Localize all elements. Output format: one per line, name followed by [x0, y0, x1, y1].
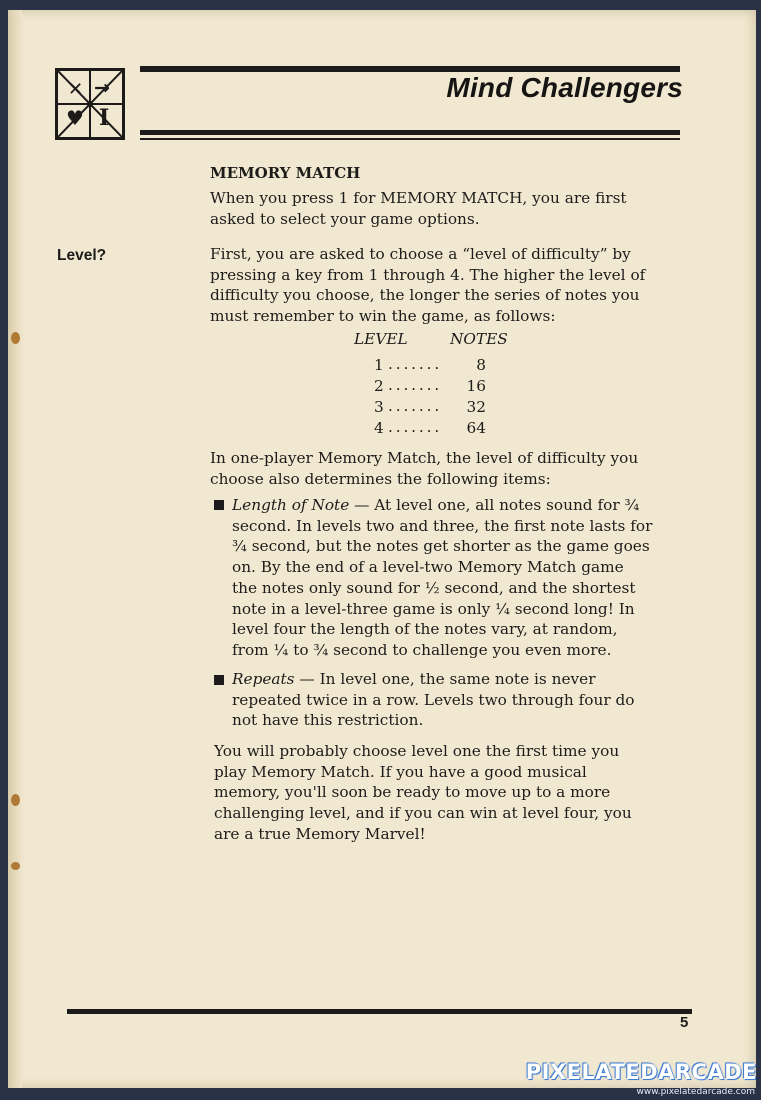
level-paragraph [210, 244, 645, 327]
watermark-url: www.pixelatedarcade.com [636, 1087, 755, 1097]
side-label-level: Level? [57, 247, 107, 264]
text-line: second. In levels two and three, the first note lasts for [232, 516, 653, 535]
page-number: 5 [680, 1014, 689, 1031]
text-line: ¾ second, but the notes get shorter as the game goes [232, 537, 650, 556]
logo-symbol-arrow: → [94, 77, 110, 99]
text-line: are a true Memory Marvel! [214, 824, 426, 843]
binding-hole [11, 332, 20, 344]
leader-dots: . . . . . . . [388, 397, 439, 415]
bullet-first-line: — At level one, all notes sound for ¾ [354, 496, 640, 514]
table-header-notes: NOTES [450, 330, 508, 348]
bullet-first-line: — In level one, the same note is never [299, 670, 596, 688]
text-line: on. By the end of a level-two Memory Match game [232, 558, 624, 577]
table-row [374, 377, 504, 397]
text-line: choose also determines the following items: [210, 469, 551, 488]
intro-paragraph [210, 188, 627, 229]
leader-dots: . . . . . . . [388, 418, 439, 436]
mind-challengers-logo [55, 68, 125, 140]
section-heading: MEMORY MATCH [210, 164, 361, 182]
bullet-square-icon [214, 675, 224, 685]
one-player-paragraph [210, 448, 638, 489]
footer-rule [67, 1009, 692, 1014]
notes-value: 8 [476, 356, 486, 374]
watermark-brand: PIXELATEDARCADE [525, 1060, 757, 1084]
leader-dots: . . . . . . . [388, 355, 439, 373]
page-title: Mind Challengers [446, 72, 683, 103]
level-value: 1 [374, 356, 384, 374]
text-line: must remember to win the game, as follows: [210, 307, 556, 326]
bullet-length-of-note [232, 495, 652, 661]
level-value: 3 [374, 398, 384, 416]
text-line: repeated twice in a row. Levels two through four do [232, 690, 635, 709]
text-line: You will probably choose level one the first time you [214, 742, 620, 760]
notes-value: 32 [466, 398, 486, 416]
table-header-level: LEVEL [354, 330, 408, 348]
logo-symbol-x: ✕ [68, 79, 84, 100]
text-line: not have this restriction. [232, 711, 424, 730]
binding-hole [11, 862, 20, 870]
text-line: pressing a key from 1 through 4. The higher the level of [210, 265, 646, 284]
table-row [374, 356, 504, 376]
level-value: 2 [374, 377, 384, 395]
closing-paragraph [214, 741, 632, 845]
binding-hole [11, 794, 20, 806]
bullet-square-icon [214, 500, 224, 510]
bullet-term: Repeats [232, 670, 295, 688]
text-line: difficulty you choose, the longer the series of notes you [210, 286, 640, 305]
text-line: memory, you'll soon be ready to move up to a more [214, 783, 611, 802]
logo-symbol-bar: I [99, 105, 110, 131]
text-line: challenging level, and if you can win at level four, you [214, 804, 632, 823]
header-rule-bottom [140, 130, 680, 135]
notes-value: 64 [466, 419, 486, 437]
text-line: from ¼ to ¾ second to challenge you even more. [232, 640, 612, 659]
table-row [374, 419, 504, 439]
page-binding-fold [8, 10, 22, 1088]
header-rule-bottom-thin [140, 138, 680, 140]
level-value: 4 [374, 419, 384, 437]
text-line: When you press 1 for MEMORY MATCH, you are first [210, 189, 627, 207]
leader-dots: . . . . . . . [388, 376, 439, 394]
text-line: note in a level-three game is only ¼ second long! In [232, 599, 635, 618]
text-line: In one-player Memory Match, the level of difficulty you [210, 449, 639, 467]
text-line [232, 495, 652, 516]
text-line: asked to select your game options. [210, 209, 480, 228]
bullet-term: Length of Note [232, 496, 350, 514]
text-line: play Memory Match. If you have a good musical [214, 762, 587, 781]
text-line: First, you are asked to choose a “level of difficulty” by [210, 245, 631, 263]
notes-value: 16 [466, 377, 486, 395]
bullet-repeats [232, 669, 635, 731]
logo-symbol-heart: ♥ [66, 106, 84, 130]
table-row [374, 398, 504, 418]
text-line: level four the length of the notes vary, at random, [232, 620, 618, 639]
text-line [232, 669, 635, 690]
text-line: the notes only sound for ½ second, and the shortest [232, 578, 636, 597]
